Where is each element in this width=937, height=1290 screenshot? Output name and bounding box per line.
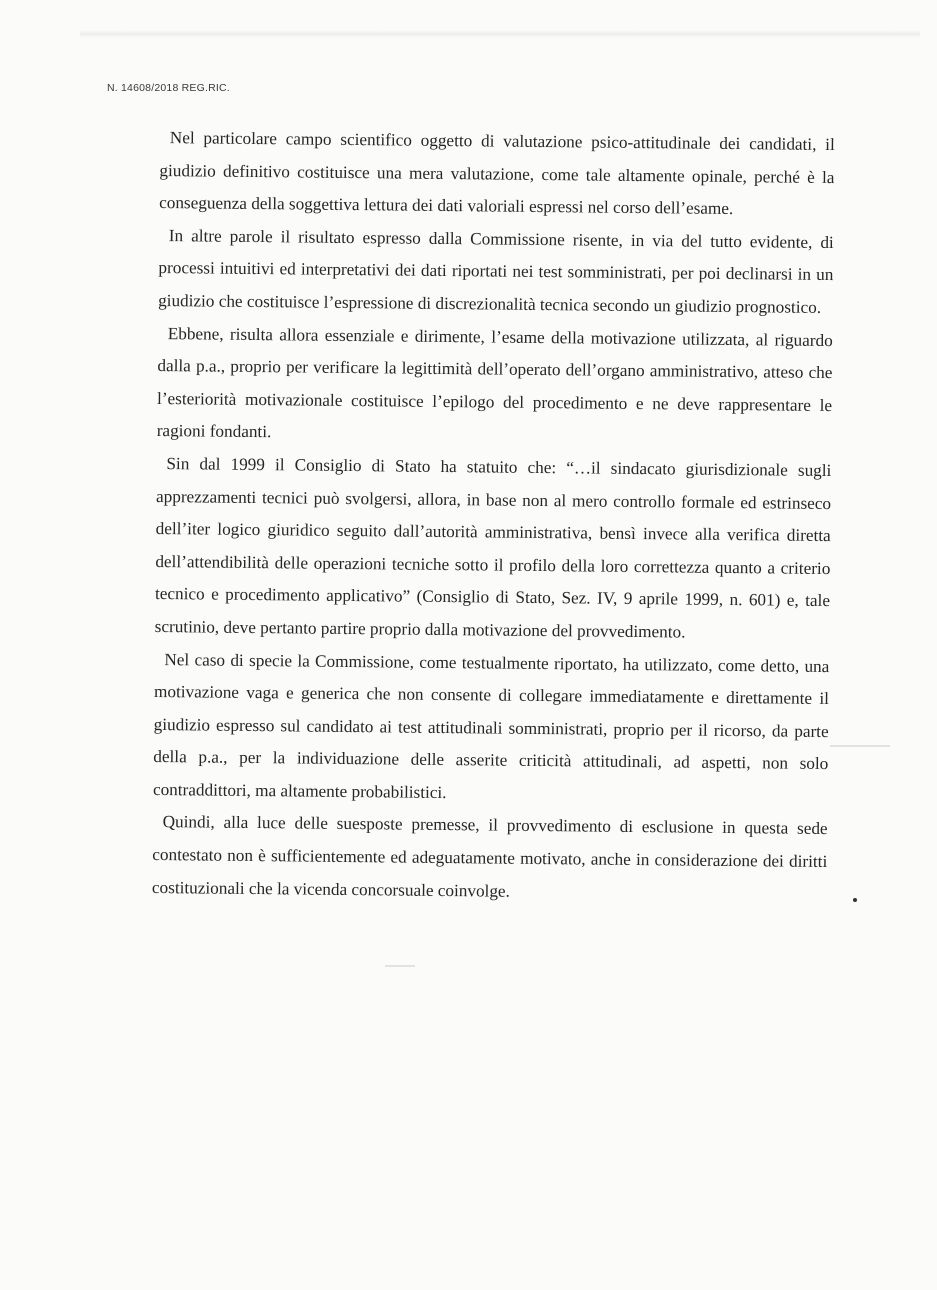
case-reference-number: N. 14608/2018 REG.RIC.	[107, 82, 230, 94]
paragraph-4: Sin dal 1999 il Consiglio di Stato ha statuito che: “…il sindacato giurisdizionale sugli apprezzamenti tecnici può svolgersi, allora, in base non al mero controllo formale ed estrinseco dell’iter logico giuridico seguito dall’autorità amministrativa, bensì invece alla verifica diretta dell’attendibilità delle operazioni tecniche sotto il profilo della loro correttezza quanto a criterio tecnico e procedimento applicativo” (Consiglio di Stato, Sez. IV, 9 aprile 1999, n. 601) e, tale scrutinio, deve pertanto partire proprio dalla motivazione del provvedimento.	[154, 454, 832, 642]
paragraph-6: Quindi, alla luce delle suesposte premesse, il provvedimento di esclusione in questa sede contestato non è sufficientemente ed adeguatamente motivato, anche in considerazione dei diritti costituzionali che la vicenda concorsuale coinvolge.	[151, 812, 828, 901]
scan-smudge	[830, 745, 890, 747]
scan-smudge	[385, 965, 415, 967]
paragraph-3: Ebbene, risulta allora essenziale e dirimente, l’esame della motivazione utilizzata, al riguardo dalla p.a., proprio per verificare la legittimità dell’operato dell’organo amministrativo, atteso che l’esteriorità motivazionale costituisce l’epilogo del procedimento e ne deve rappresentare le ragioni fondanti.	[156, 323, 833, 442]
document-body	[152, 122, 835, 911]
paragraph-2: In altre parole il risultato espresso dalla Commissione risente, in via del tutto evidente, di processi intuitivi ed interpretativi dei dati riportati nei test somministrati, per poi declinarsi in un giudizio che costituisce l’espressione di discrezionalità tecnica secondo un giudizio prognostico.	[158, 225, 834, 317]
scan-speck	[853, 898, 857, 902]
paragraph-5: Nel caso di specie la Commissione, come testualmente riportato, ha utilizzato, come detto, una motivazione vaga e generica che non consente di collegare immediatamente e direttamente il giudizio espresso sul candidato ai test attitudinali somministrati, proprio per il ricorso, da parte della p.a., per la individuazione delle asserite criticità attitudinali, ad aspetti, non solo contraddittori, ma altamente probabilistici.	[152, 649, 830, 802]
scan-edge-shadow	[80, 30, 920, 38]
paragraph-1: Nel particolare campo scientifico oggetto di valutazione psico-attitudinale dei candidati, il giudizio definitivo costituisce una mera valutazione, come tale altamente opinale, perché è la conseguenza della soggettiva lettura dei dati valoriali espressi nel corso dell’esame.	[159, 128, 835, 219]
